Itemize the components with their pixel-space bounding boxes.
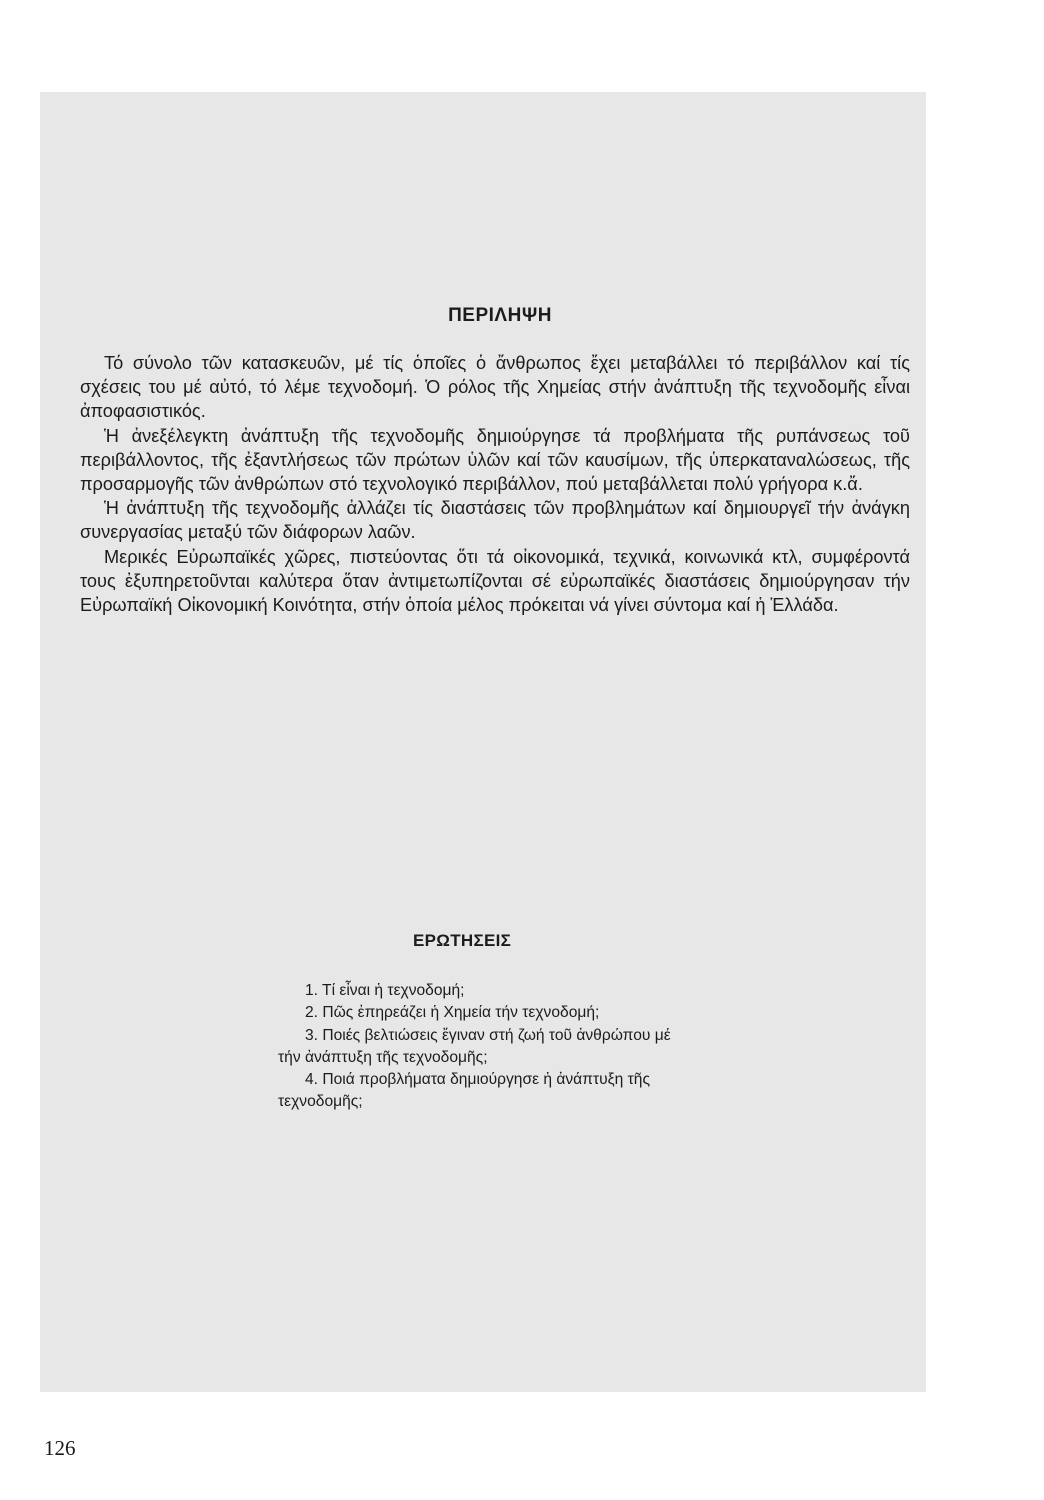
summary-body: [80, 351, 910, 617]
question-item: 3. Ποιές βελτιώσεις ἔγιναν στή ζωή τοῦ ἀνθρώπου μέ τήν ἀνάπτυξη τῆς τεχνοδομῆς;: [278, 1026, 671, 1066]
question-item: 2. Πῶς ἐπηρεάζει ἡ Χημεία τήν τεχνοδομή;: [305, 1004, 600, 1022]
question-item: 4. Ποιά προβλήματα δημιούργησε ἡ ἀνάπτυξη τῆς τεχνοδομῆς;: [278, 1071, 650, 1111]
questions-heading: ΕΡΩΤΗΣΕΙΣ: [413, 931, 512, 950]
summary-paragraph: Ἡ ἀνάπτυξη τῆς τεχνοδομῆς ἀλλάζει τίς διαστάσεις τῶν προβλημάτων καί δημιουργεῖ τήν ἀνάγκη συνεργασίας μεταξύ τῶν διάφορων λαῶν.: [80, 498, 910, 543]
summary-heading: ΠΕΡΙΛΗΨΗ: [448, 305, 552, 326]
questions-list: [278, 980, 682, 1114]
summary-paragraph: Μερικές Εὐρωπαϊκές χῶρες, πιστεύοντας ὅτι τά οἰκονομικά, τεχνικά, κοινωνικά κτλ, συμφέροντά τους ἐξυπηρετοῦνται καλύτερα ὅταν ἀντιμετωπίζονται σέ εὐρωπαϊκές διαστάσεις δημιούργησαν τήν Εὐρωπαϊκή Οἰκονομική Κοινότητα, στήν ὁποία μέλος πρόκειται νά γίνει σύντομα καί ἡ Ἑλλάδα.: [80, 546, 910, 616]
page-number: 126: [44, 1436, 76, 1460]
gray-text-panel: [40, 92, 926, 1392]
question-item: 1. Τί εἶναι ἡ τεχνοδομή;: [305, 982, 465, 999]
summary-paragraph: Ἡ ἀνεξέλεγκτη ἀνάπτυξη τῆς τεχνοδομῆς δημιούργησε τά προβλήματα τῆς ρυπάνσεως τοῦ περιβάλλοντος, τῆς ἐξαντλήσεως τῶν πρώτων ὑλῶν καί τῶν καυσίμων, τῆς ὑπερκαταναλώσεως, τῆς προσαρμογῆς τῶν ἀνθρώπων στό τεχνολογικό περιβάλλον, πού μεταβάλλεται πολύ γρήγορα κ.ἄ.: [80, 425, 910, 495]
summary-paragraph: Τό σύνολο τῶν κατασκευῶν, μέ τίς ὁποῖες ὁ ἄνθρωπος ἔχει μεταβάλλει τό περιβάλλον καί τίς σχέσεις του μέ αὐτό, τό λέμε τεχνοδομή. Ὁ ρόλος τῆς Χημείας στήν ἀνάπτυξη τῆς τεχνοδομῆς εἶναι ἀποφασιστικός.: [80, 353, 910, 422]
